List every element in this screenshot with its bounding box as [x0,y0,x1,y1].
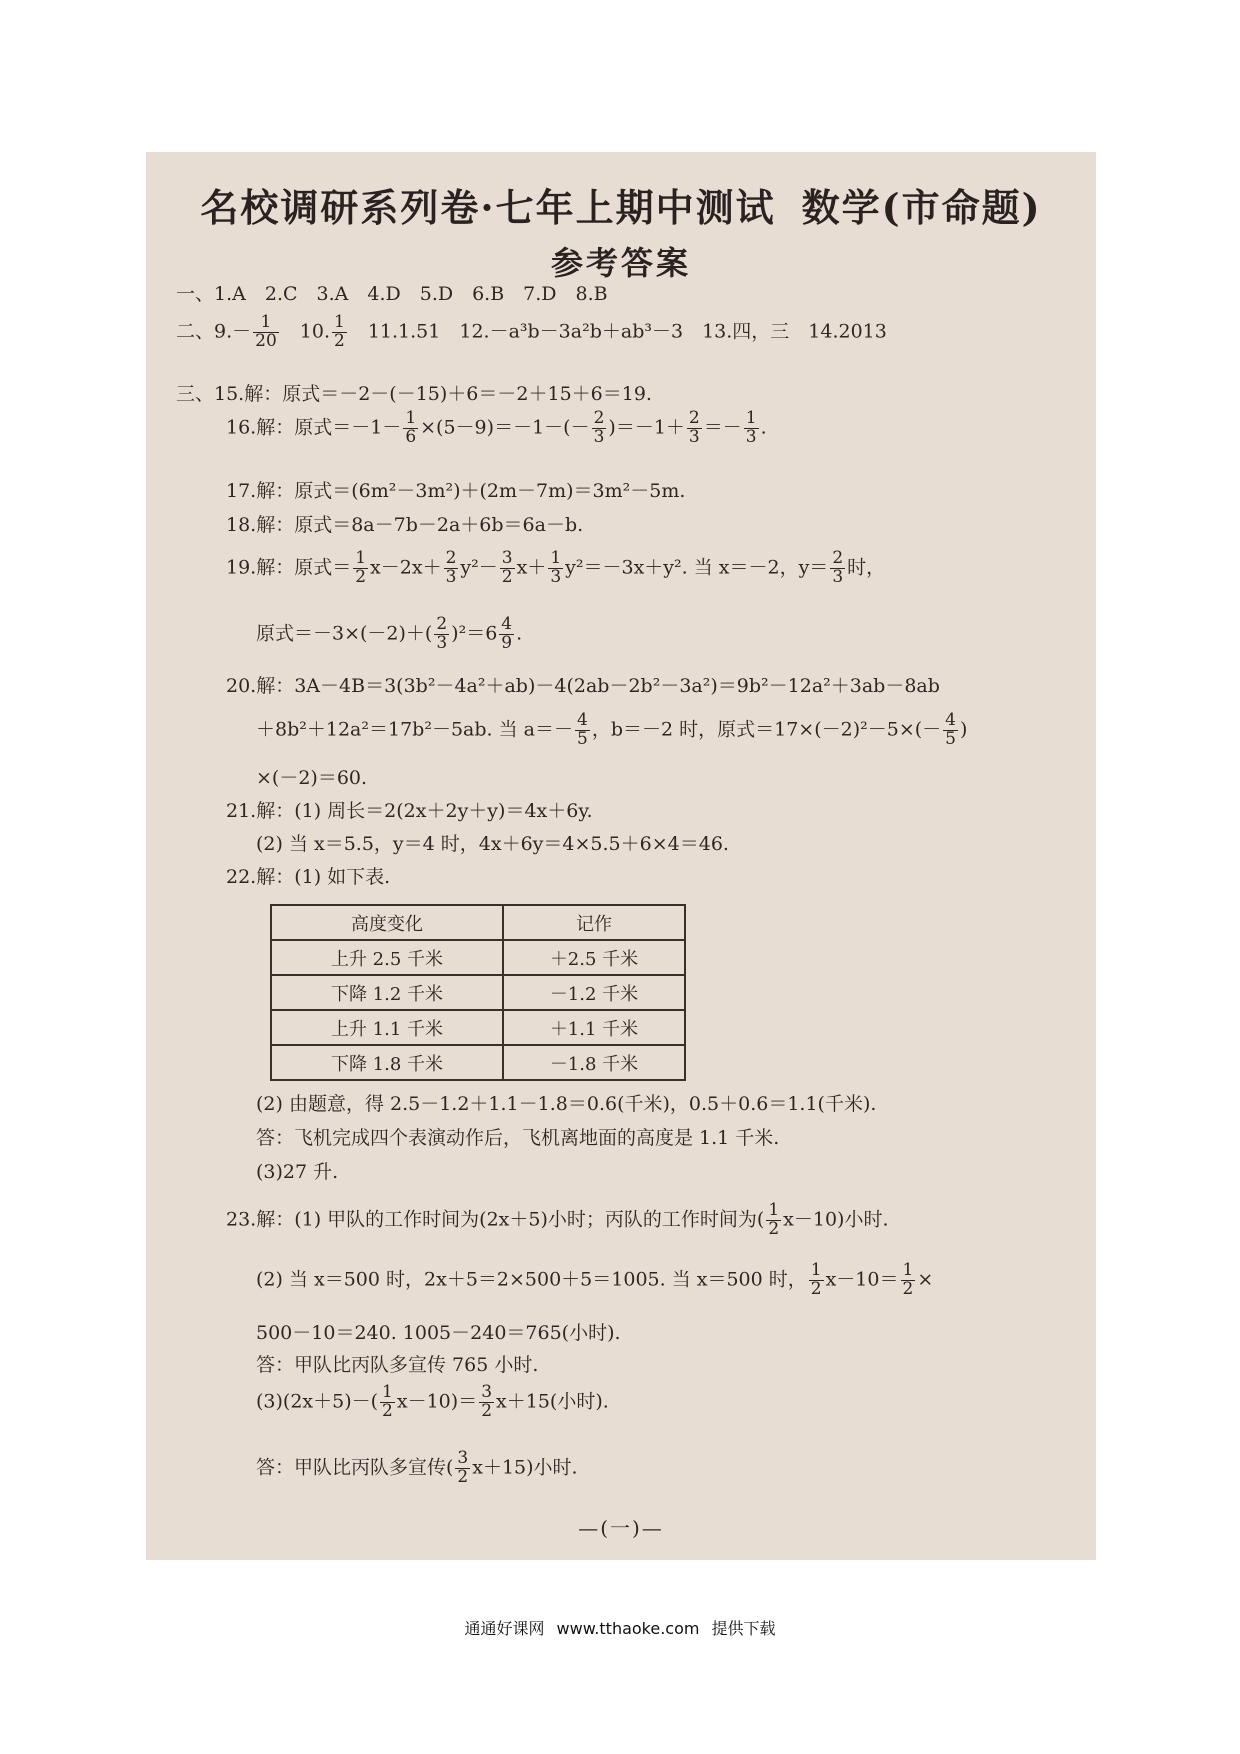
table-row [271,975,685,1010]
table-row [271,1010,685,1045]
answer-21-part-1: 21.解：(1) 周长＝2(2x＋2y＋y)＝4x＋6y. [226,800,593,822]
table-header-cell: 记作 [503,905,685,940]
title-subject: 数学(市命题) [801,185,1042,230]
answer-20-line-2: ＋8b²＋12a²＝17b²－5ab. 当 a＝－ $\frac{4}{5}$ ，b＝－2 时，原式＝17×(－2)²－5×(－ $\frac{4}{5}$ ) [256,710,968,749]
answer-15: 三、15.解：原式＝－2－(－15)＋6＝－2＋15＋6＝19. [176,383,652,405]
answers-section-1: 一、1.A 2.C 3.A 4.D 5.D 6.B 7.D 8.B [176,283,608,305]
table-row [271,1045,685,1080]
answer-19-line-1: 19.解：原式＝ $\frac{1}{2}$ x－2x＋ $\frac{2}{3}$ y²－ $\frac{3}{2}$ x＋ $\frac{1}{3}$ y²＝－3x＋y². 当 x＝－2，y＝ $\frac{2}{3}$ 时， [226,548,886,587]
answer-23-part-3: (3)(2x＋5)－( $\frac{1}{2}$ x－10)＝ $\frac{3}{2}$ x＋15(小时). [256,1382,609,1421]
title-main: 名校调研系列卷·七年上期中测试 [200,185,776,230]
answer-23-part-1: 23.解：(1) 甲队的工作时间为(2x＋5)小时；丙队的工作时间为( $\frac{1}{2}$ x－10)小时. [226,1200,889,1239]
table-cell: 上升 1.1 千米 [271,1010,503,1045]
answer-23-conclusion-1: 答：甲队比丙队多宣传 765 小时. [256,1354,539,1376]
table-header-row [271,905,685,940]
answer-22-conclusion: 答：飞机完成四个表演动作后，飞机离地面的高度是 1.1 千米. [256,1127,780,1149]
footer-suffix: 提供下载 [711,1619,776,1638]
table-cell: －1.8 千米 [503,1045,685,1080]
table-row [271,940,685,975]
answer-22-part-3: (3)27 升. [256,1161,339,1183]
answer-22-part-1: 22.解：(1) 如下表. [226,866,391,888]
answers-section-2: 二、9.－ $\frac{1}{20}$ 10. $\frac{1}{2}$ 11.1.51 12.－a³b－3a²b＋ab³－3 13.四，三 14.2013 [176,312,887,351]
answer-21-part-2: (2) 当 x＝5.5，y＝4 时，4x＋6y＝4×5.5＋6×4＝46. [256,833,729,855]
answer-22-part-2: (2) 由题意，得 2.5－1.2＋1.1－1.8＝0.6(千米)，0.5＋0.6＝1.1(千米). [256,1093,877,1115]
page-title [146,177,1096,232]
table-cell: ＋2.5 千米 [503,940,685,975]
answer-23-part-2-cont: 500－10＝240. 1005－240＝765(小时). [256,1322,621,1344]
answer-23-part-2: (2) 当 x＝500 时，2x＋5＝2×500＋5＝1005. 当 x＝500 时， $\frac{1}{2}$ x－10＝ $\frac{1}{2}$ × [256,1260,934,1299]
scanned-answer-sheet [146,152,1096,1560]
table-cell: －1.2 千米 [503,975,685,1010]
footer [0,1616,1240,1639]
page-number: —(一)— [578,1516,664,1540]
table-header-cell: 高度变化 [271,905,503,940]
table-cell: 下降 1.2 千米 [271,975,503,1010]
table-cell: ＋1.1 千米 [503,1010,685,1045]
answer-19-line-2: 原式＝－3×(－2)＋( $\frac{2}{3}$ )²＝6 $\frac{4}{9}$ . [256,614,523,653]
table-cell: 下降 1.8 千米 [271,1045,503,1080]
answer-22-table [270,904,686,1081]
answer-20-line-3: ×(－2)＝60. [256,767,368,789]
answer-20-line-1: 20.解：3A－4B＝3(3b²－4a²＋ab)－4(2ab－2b²－3a²)＝9b²－12a²＋3ab－8ab [226,675,940,697]
answer-17: 17.解：原式＝(6m²－3m²)＋(2m－7m)＝3m²－5m. [226,480,686,502]
answer-18: 18.解：原式＝8a－7b－2a＋6b＝6a－b. [226,514,584,536]
answer-23-conclusion-2: 答：甲队比丙队多宣传( $\frac{3}{2}$ x＋15)小时. [256,1448,578,1487]
footer-url[interactable]: www.tthaoke.com [556,1619,700,1638]
table-cell: 上升 2.5 千米 [271,940,503,975]
page-subtitle: 参考答案 [550,244,691,282]
footer-site-name: 通通好课网 [464,1619,545,1638]
answer-16: 16.解：原式＝－1－ $\frac{1}{6}$ ×(5－9)＝－1－(－ $\frac{2}{3}$ )＝－1＋ $\frac{2}{3}$ ＝－ $\frac{1}{3}$ . [226,408,767,447]
